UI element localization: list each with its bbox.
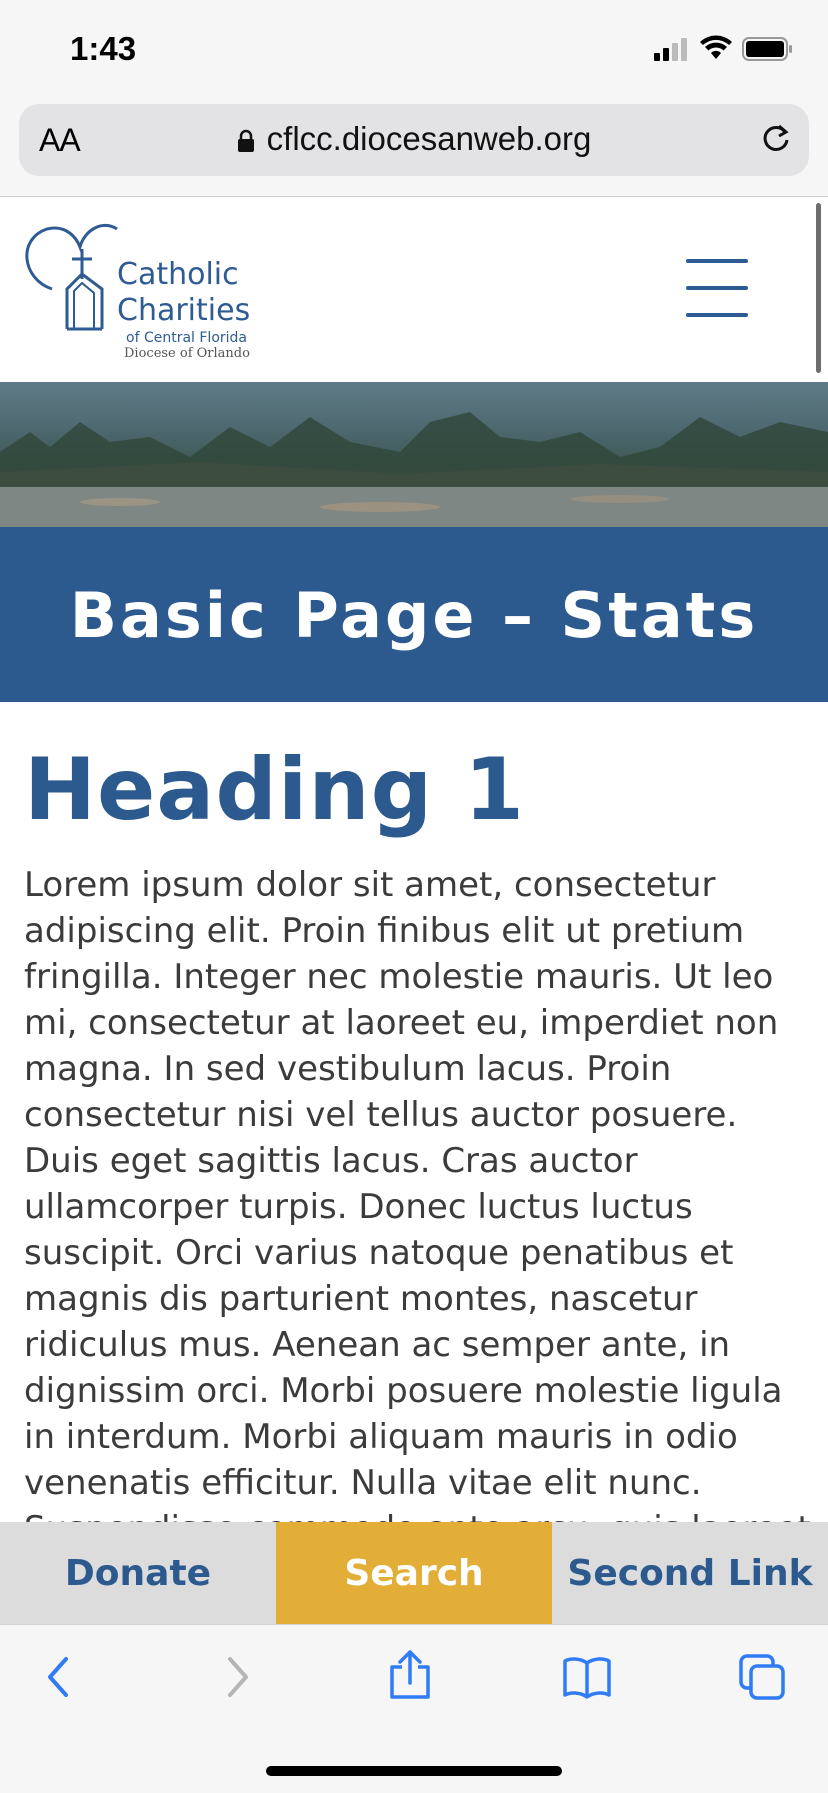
body-line: Lorem ipsum dolor sit amet, consectetur — [24, 865, 716, 905]
heart-cross-icon — [22, 219, 122, 349]
hamburger-line — [686, 313, 748, 317]
site-logo[interactable] — [22, 219, 252, 361]
body-line: venenatis efficitur. Nulla vitae elit nunc. — [24, 1463, 702, 1503]
status-time: 1:43 — [70, 30, 137, 67]
body-line: mi, consectetur at laoreet eu, imperdiet non — [24, 1003, 779, 1043]
body-line: adipiscing elit. Proin finibus elit ut pretium — [24, 911, 745, 951]
browser-address-area — [0, 100, 828, 197]
body-line: consectetur nisi vel tellus auctor posuere. — [24, 1095, 738, 1135]
search-button[interactable]: Search — [276, 1522, 552, 1624]
body-line: ridiculus mus. Aenean ac semper ante, in — [24, 1325, 731, 1365]
hamburger-line — [686, 286, 748, 290]
scroll-indicator — [816, 203, 821, 373]
back-icon[interactable] — [44, 1655, 74, 1699]
logo-line-1: Catholic — [117, 257, 239, 292]
body-line: dignissim orci. Morbi posuere molestie ligula — [24, 1371, 783, 1411]
tabs-icon[interactable] — [738, 1653, 786, 1701]
bookmarks-icon[interactable] — [562, 1655, 612, 1699]
body-line: fringilla. Integer nec molestie mauris. Ut leo — [24, 957, 774, 997]
hero-river — [0, 487, 828, 527]
body-line: Duis eget sagittis lacus. Cras auctor — [24, 1141, 638, 1181]
home-indicator — [266, 1766, 562, 1776]
page-title: Basic Page – Stats — [69, 579, 759, 652]
body-line: ullamcorper turpis. Donec luctus luctus — [24, 1187, 693, 1227]
logo-line-3: of Central Florida — [126, 330, 247, 346]
reload-icon[interactable] — [759, 122, 793, 156]
donate-button[interactable]: Donate — [64, 1552, 212, 1594]
body-paragraph — [24, 862, 784, 1552]
body-line: suscipit. Orci varius natoque penatibus et — [24, 1233, 734, 1273]
wifi-icon — [700, 37, 732, 61]
menu-hamburger-icon[interactable] — [686, 259, 748, 319]
hero-image — [0, 382, 828, 527]
cellular-signal-icon — [654, 37, 690, 61]
body-line: magna. In sed vestibulum lacus. Proin — [24, 1049, 672, 1089]
page-title-banner — [0, 527, 828, 702]
address-bar[interactable] — [19, 104, 809, 176]
forward-icon[interactable] — [222, 1655, 252, 1699]
battery-icon — [742, 36, 794, 62]
status-icons — [654, 34, 794, 64]
hero-landscape — [0, 402, 828, 487]
status-bar — [0, 0, 828, 100]
text-size-button[interactable]: AA — [39, 122, 80, 158]
lock-icon — [237, 129, 255, 153]
body-line: in interdum. Morbi aliquam mauris in odio — [24, 1417, 738, 1457]
url-display[interactable] — [19, 120, 809, 158]
site-header — [0, 197, 828, 382]
content-heading: Heading 1 — [24, 740, 525, 840]
hamburger-line — [686, 259, 748, 263]
logo-line-4: Diocese of Orlando — [124, 346, 250, 361]
logo-line-2: Charities — [117, 293, 251, 328]
second-link-button[interactable]: Second Link — [567, 1552, 813, 1594]
body-line: magnis dis parturient montes, nascetur — [24, 1279, 698, 1319]
sticky-cta-bar — [0, 1522, 828, 1624]
share-icon[interactable] — [388, 1649, 432, 1701]
url-text: cflcc.diocesanweb.org — [266, 120, 592, 157]
main-content — [0, 702, 828, 1522]
